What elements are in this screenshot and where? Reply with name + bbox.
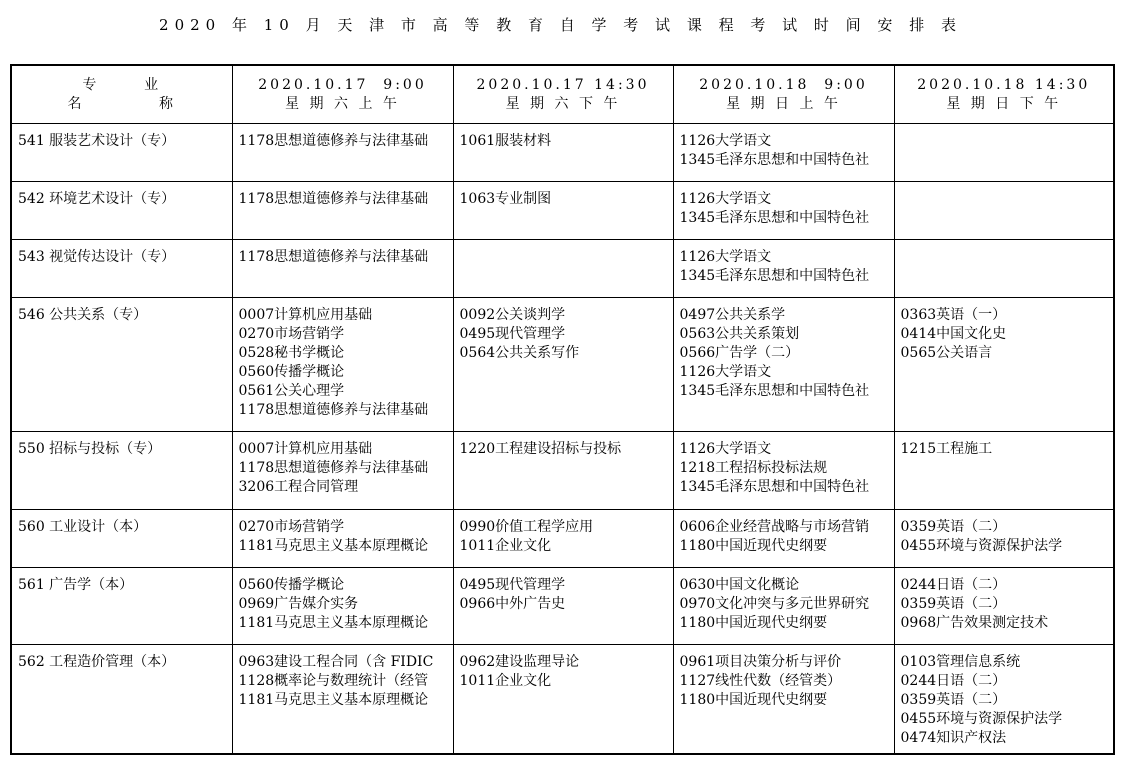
table-row [11,509,1114,567]
subjects-cell-sun-pm [894,431,1114,509]
subject-item: 1215工程施工 [900,440,993,457]
table-row [11,297,1114,431]
header-sat-am-line2: 星 期 六 上 午 [285,96,400,112]
subjects-cell-sat-pm [453,239,673,297]
subject-item: 0563公共关系策划 [679,325,800,342]
subject-item: 0270市场营销学 [238,325,345,342]
subject-item: 0565公关语言 [900,344,993,361]
subjects-cell-sat-pm [453,509,673,567]
header-sat-pm [453,65,673,123]
table-row [11,123,1114,181]
subjects-cell-sat-am [232,297,453,431]
subject-item: 1220工程建设招标与投标 [459,440,622,457]
header-sun-am-line1: 2020.10.18 9:00 [699,77,868,93]
header-sun-pm-line2: 星 期 日 下 午 [946,96,1062,112]
subject-item: 1178思想道德修养与法律基础 [238,401,429,418]
subjects-cell-sat-am [232,644,453,754]
subjects-cell-sun-pm [894,123,1114,181]
header-major-line2: 名 称 [67,96,176,112]
subject-item: 1218工程招标投标法规 [679,459,828,476]
subjects-cell-sun-am [673,239,894,297]
subject-item: 0961项目决策分析与评价 [679,653,842,670]
subjects-cell-sun-am [673,644,894,754]
subject-item: 1128概率论与数理统计（经管 [238,672,429,689]
header-sat-am [232,65,453,123]
subjects-cell-sat-pm [453,123,673,181]
subjects-cell-sun-pm [894,181,1114,239]
subject-item: 1345毛泽东思想和中国特色社 [679,382,870,399]
subject-item: 1345毛泽东思想和中国特色社 [679,209,870,226]
subject-item: 1180中国近现代史纲要 [679,691,828,708]
subject-item: 1178思想道德修养与法律基础 [238,132,429,149]
table-row [11,567,1114,644]
subjects-cell-sat-am [232,431,453,509]
subjects-cell-sun-am [673,181,894,239]
subject-item: 0566广告学（二） [679,344,800,361]
header-major-line1: 专 业 [82,77,162,93]
subject-item: 1126大学语文 [679,363,772,380]
subject-item: 1345毛泽东思想和中国特色社 [679,151,870,168]
subjects-cell-sat-am [232,509,453,567]
subject-item: 0270市场营销学 [238,518,345,535]
header-sun-pm [894,65,1114,123]
subject-item: 0363英语（一） [900,306,1007,323]
subject-item: 1126大学语文 [679,190,772,207]
subjects-cell-sat-pm [453,567,673,644]
subjects-cell-sat-am [232,239,453,297]
subject-item: 0560传播学概论 [238,363,345,380]
subject-item: 0606企业经营战略与市场营销 [679,518,870,535]
subjects-cell-sat-am [232,123,453,181]
subject-item: 1180中国近现代史纲要 [679,614,828,631]
subject-item: 1181马克思主义基本原理概论 [238,691,429,708]
subject-item: 0092公关谈判学 [459,306,566,323]
subject-item: 1345毛泽东思想和中国特色社 [679,267,870,284]
subject-item: 1345毛泽东思想和中国特色社 [679,478,870,495]
header-sun-pm-line1: 2020.10.18 14:30 [917,77,1091,93]
major-cell: 546 公共关系（专） [11,297,232,431]
major-cell: 560 工业设计（本） [11,509,232,567]
subject-item: 0962建设监理导论 [459,653,580,670]
subjects-cell-sun-am [673,123,894,181]
subject-item: 1181马克思主义基本原理概论 [238,537,429,554]
subject-item: 1178思想道德修养与法律基础 [238,459,429,476]
subject-item: 0966中外广告史 [459,595,566,612]
subject-item: 1063专业制图 [459,190,552,207]
subject-item: 1181马克思主义基本原理概论 [238,614,429,631]
subject-item: 0969广告媒介实务 [238,595,359,612]
subject-item: 1011企业文化 [459,672,552,689]
subjects-cell-sat-pm [453,644,673,754]
subject-item: 0455环境与资源保护法学 [900,710,1063,727]
subject-item: 0970文化冲突与多元世界研究 [679,595,870,612]
header-row [11,65,1114,123]
subject-item: 0990价值工程学应用 [459,518,594,535]
subjects-cell-sun-pm [894,644,1114,754]
subject-item: 0103管理信息系统 [900,653,1021,670]
subject-item: 0560传播学概论 [238,576,345,593]
major-cell: 543 视觉传达设计（专） [11,239,232,297]
subject-item: 0968广告效果测定技术 [900,614,1049,631]
subject-item: 0007计算机应用基础 [238,306,373,323]
table-row [11,239,1114,297]
subject-item: 0963建设工程合同（含 FIDIC [238,653,434,670]
table-row [11,644,1114,754]
subjects-cell-sat-pm [453,297,673,431]
subjects-cell-sun-am [673,431,894,509]
subject-item: 1126大学语文 [679,248,772,265]
subjects-cell-sun-pm [894,509,1114,567]
subject-item: 1178思想道德修养与法律基础 [238,248,429,265]
subjects-cell-sat-pm [453,431,673,509]
exam-schedule-table [10,64,1115,755]
header-sat-pm-line1: 2020.10.17 14:30 [476,77,650,93]
subject-item: 1180中国近现代史纲要 [679,537,828,554]
subject-item: 0359英语（二） [900,518,1007,535]
subject-item: 0630中国文化概论 [679,576,800,593]
subject-item: 0495现代管理学 [459,576,566,593]
subjects-cell-sun-pm [894,297,1114,431]
major-cell: 561 广告学（本） [11,567,232,644]
page-title: 2020 年 10 月 天 津 市 高 等 教 育 自 学 考 试 课 程 考 试 时 间 安 排 表 [159,16,962,34]
header-sun-am-line2: 星 期 日 上 午 [726,96,841,112]
table-body [11,123,1114,754]
subject-item: 0007计算机应用基础 [238,440,373,457]
subject-item: 0497公共关系学 [679,306,786,323]
header-major [11,65,232,123]
major-cell: 550 招标与投标（专） [11,431,232,509]
table-row [11,181,1114,239]
subjects-cell-sat-pm [453,181,673,239]
table-row [11,431,1114,509]
subject-item: 0564公共关系写作 [459,344,580,361]
subject-item: 0244日语（二） [900,576,1007,593]
subjects-cell-sat-am [232,567,453,644]
subject-item: 0474知识产权法 [900,729,1007,746]
major-cell: 541 服装艺术设计（专） [11,123,232,181]
major-cell: 562 工程造价管理（本） [11,644,232,754]
subjects-cell-sun-pm [894,567,1114,644]
subject-item: 0561公关心理学 [238,382,345,399]
subject-item: 1178思想道德修养与法律基础 [238,190,429,207]
subject-item: 1061服装材料 [459,132,552,149]
subject-item: 0414中国文化史 [900,325,1007,342]
subject-item: 1126大学语文 [679,132,772,149]
subject-item: 0455环境与资源保护法学 [900,537,1063,554]
header-sun-am [673,65,894,123]
header-sat-am-line1: 2020.10.17 9:00 [258,77,427,93]
subject-item: 0528秘书学概论 [238,344,345,361]
header-sat-pm-line2: 星 期 六 下 午 [505,96,621,112]
subject-item: 3206工程合同管理 [238,478,359,495]
subjects-cell-sat-am [232,181,453,239]
subjects-cell-sun-pm [894,239,1114,297]
subject-item: 0359英语（二） [900,595,1007,612]
subject-item: 0359英语（二） [900,691,1007,708]
major-cell: 542 环境艺术设计（专） [11,181,232,239]
subjects-cell-sun-am [673,509,894,567]
subject-item: 0495现代管理学 [459,325,566,342]
subject-item: 0244日语（二） [900,672,1007,689]
subject-item: 1011企业文化 [459,537,552,554]
subject-item: 1127线性代数（经管类） [679,672,842,689]
subjects-cell-sun-am [673,567,894,644]
subjects-cell-sun-am [673,297,894,431]
subject-item: 1126大学语文 [679,440,772,457]
